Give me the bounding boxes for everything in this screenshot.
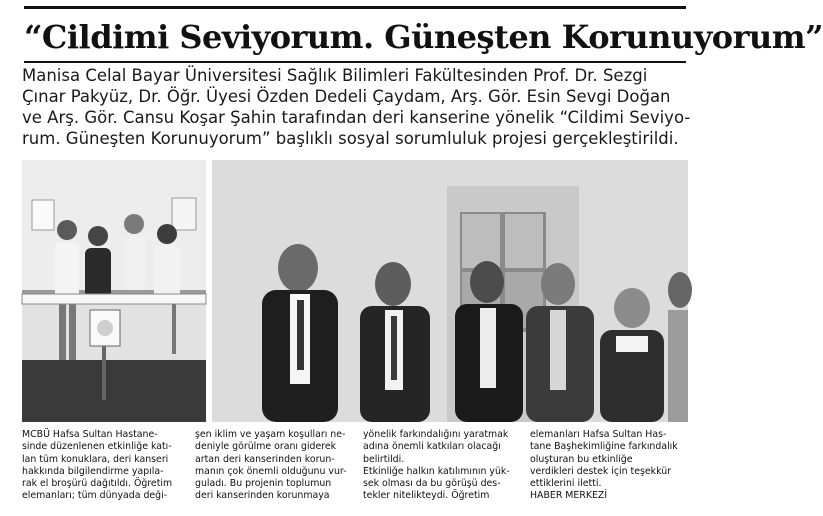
body-column-1 xyxy=(22,429,187,503)
body-line: guladı. Bu projenin toplumun xyxy=(195,478,332,490)
body-line: şen iklim ve yaşam koşulları ne- xyxy=(195,429,346,440)
lead-line: Çınar Pakyüz, Dr. Öğr. Üyesi Özden Dedeli Çaydam, Arş. Gör. Esin Sevgi Doğan xyxy=(22,87,671,106)
body-column-3 xyxy=(363,429,523,503)
body-line: elemanları; tüm dünyada deği- xyxy=(22,490,168,502)
body-line: manın çok önemli olduğunu vur- xyxy=(195,465,347,477)
body-line: elemanları Hafsa Sultan Has- xyxy=(530,429,667,440)
body-line: ettiklerini iletti. xyxy=(530,478,602,490)
body-line: Etkinliğe halkın katılımının yük- xyxy=(363,465,510,477)
body-line: lan tüm konuklara, deri kanseri xyxy=(22,453,169,465)
body-line: hakkında bilgilendirme yapıla- xyxy=(22,465,164,477)
body-line: MCBÜ Hafsa Sultan Hastane- xyxy=(22,429,158,440)
group-photo-graphic xyxy=(212,160,688,422)
headline: “Cildimi Seviyorum. Güneşten Korunuyorum” xyxy=(24,18,823,56)
body-column-4 xyxy=(530,429,690,503)
top-rule xyxy=(24,6,686,9)
body-line: verdikleri destek için teşekkür xyxy=(530,465,672,477)
body-line: sinde düzenlenen etkinliğe katı- xyxy=(22,441,172,453)
lead-paragraph xyxy=(22,65,690,149)
headline-rule xyxy=(24,61,686,63)
body-line: sek olması da bu görüşü des- xyxy=(363,478,501,490)
body-line: oluşturan bu etkinliğe xyxy=(530,453,633,465)
lead-line: Manisa Celal Bayar Üniversitesi Sağlık Bilimleri Fakültesinden Prof. Dr. Sezgi xyxy=(22,66,648,85)
body-line: artan deri kanserinden korun- xyxy=(195,453,335,465)
body-line: tekler nitelikteydi. Öğretim xyxy=(363,490,490,502)
body-line: rak el broşürü dağıtıldı. Öğretim xyxy=(22,478,173,490)
byline: HABER MERKEZİ xyxy=(530,490,608,502)
lead-line: ve Arş. Gör. Cansu Koşar Şahin tarafından deri kanserine yönelik “Cildimi Seviyo- xyxy=(22,108,691,127)
body-line: adına önemli katkıları olacağı xyxy=(363,441,501,453)
body-column-2 xyxy=(195,429,355,503)
group-photo xyxy=(212,160,688,422)
lead-line: rum. Güneşten Korunuyorum” başlıklı sosyal sorumluluk projesi gerçekleştirildi. xyxy=(22,129,679,148)
body-line: deri kanserinden korunmaya xyxy=(195,490,330,502)
body-line: deniyle görülme oranı giderek xyxy=(195,441,337,453)
body-line: tane Başhekimliğine farkındalık xyxy=(530,441,678,453)
body-line: yönelik farkındalığını yaratmak xyxy=(363,429,509,440)
event-table-photo-graphic xyxy=(22,160,206,422)
body-line: belirtildi. xyxy=(363,453,405,465)
event-table-photo xyxy=(22,160,206,422)
